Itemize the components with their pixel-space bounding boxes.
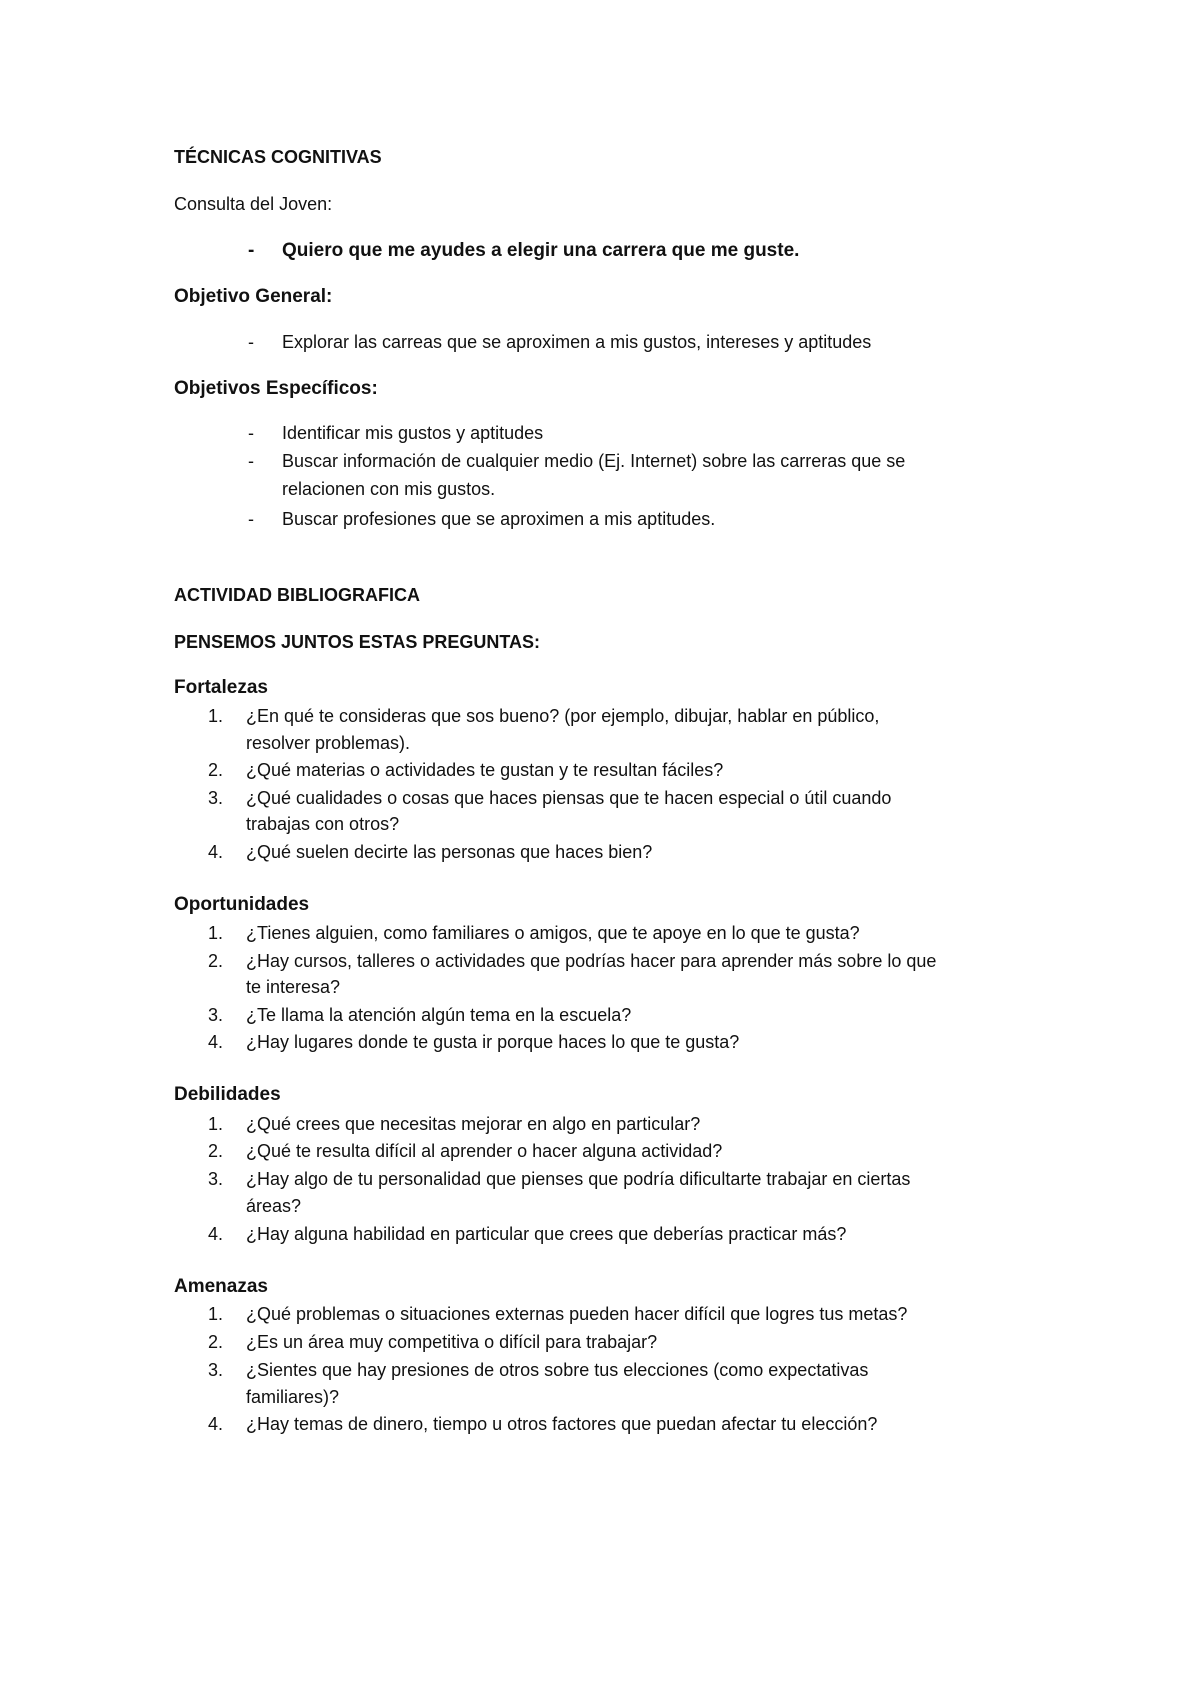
question-item: ¿Hay algo de tu personalidad que pienses que podría dificultarte trabajar en ciertas bbox=[246, 1169, 911, 1189]
list-number: 4. bbox=[208, 1224, 224, 1244]
list-item: Explorar las carreas que se aproximen a mis gustos, intereses y aptitudes bbox=[282, 332, 872, 352]
actividad-label: ACTIVIDAD BIBLIOGRAFICA bbox=[174, 585, 420, 605]
list-number: 3. bbox=[208, 1169, 224, 1189]
section-heading-fortalezas: Fortalezas bbox=[174, 677, 268, 698]
list-number: 2. bbox=[208, 760, 224, 780]
list-number: 1. bbox=[208, 1304, 224, 1324]
question-item: ¿Tienes alguien, como familiares o amigos, que te apoye en lo que te gusta? bbox=[246, 923, 860, 943]
list-number: 4. bbox=[208, 1414, 224, 1434]
question-continuation: resolver problemas). bbox=[246, 733, 411, 753]
list-number: 1. bbox=[208, 923, 224, 943]
list-number: 2. bbox=[208, 1332, 224, 1352]
list-number: 3. bbox=[208, 1360, 224, 1380]
list-item-continuation: relacionen con mis gustos. bbox=[282, 479, 496, 499]
question-item: ¿Qué cualidades o cosas que haces piensas que te hacen especial o útil cuando bbox=[246, 788, 892, 808]
question-item: ¿Qué problemas o situaciones externas pueden hacer difícil que logres tus metas? bbox=[246, 1304, 908, 1324]
question-item: ¿Hay cursos, talleres o actividades que podrías hacer para aprender más sobre lo que bbox=[246, 951, 937, 971]
question-continuation: te interesa? bbox=[246, 977, 341, 997]
list-dash: - bbox=[248, 451, 254, 471]
objetivos-especificos-label: Objetivos Específicos: bbox=[174, 378, 378, 399]
objetivo-general-label: Objetivo General: bbox=[174, 286, 333, 307]
question-item: ¿Es un área muy competitiva o difícil para trabajar? bbox=[246, 1332, 658, 1352]
list-number: 1. bbox=[208, 1114, 224, 1134]
list-number: 3. bbox=[208, 1005, 224, 1025]
list-dash: - bbox=[248, 509, 254, 529]
question-item: ¿Qué suelen decirte las personas que haces bien? bbox=[246, 842, 653, 862]
question-continuation: trabajas con otros? bbox=[246, 814, 400, 834]
consulta-text: Quiero que me ayudes a elegir una carrera que me guste. bbox=[282, 240, 800, 261]
question-item: ¿Hay lugares donde te gusta ir porque haces lo que te gusta? bbox=[246, 1032, 740, 1052]
list-item: Buscar profesiones que se aproximen a mis aptitudes. bbox=[282, 509, 716, 529]
list-number: 4. bbox=[208, 842, 224, 862]
section-heading-amenazas: Amenazas bbox=[174, 1276, 268, 1297]
list-number: 2. bbox=[208, 951, 224, 971]
question-continuation: áreas? bbox=[246, 1196, 302, 1216]
question-item: ¿Sientes que hay presiones de otros sobre tus elecciones (como expectativas bbox=[246, 1360, 869, 1380]
doc-title: TÉCNICAS COGNITIVAS bbox=[174, 147, 382, 167]
list-number: 2. bbox=[208, 1141, 224, 1161]
list-number: 3. bbox=[208, 788, 224, 808]
list-item: Buscar información de cualquier medio (Ej. Internet) sobre las carreras que se bbox=[282, 451, 906, 471]
question-item: ¿Te llama la atención algún tema en la escuela? bbox=[246, 1005, 632, 1025]
list-dash: - bbox=[248, 332, 254, 352]
list-item: Identificar mis gustos y aptitudes bbox=[282, 423, 544, 443]
question-item: ¿Qué crees que necesitas mejorar en algo en particular? bbox=[246, 1114, 701, 1134]
question-item: ¿Hay temas de dinero, tiempo u otros factores que puedan afectar tu elección? bbox=[246, 1414, 878, 1434]
question-item: ¿En qué te consideras que sos bueno? (por ejemplo, dibujar, hablar en público, bbox=[246, 706, 880, 726]
consulta-label: Consulta del Joven: bbox=[174, 194, 333, 214]
section-heading-debilidades: Debilidades bbox=[174, 1084, 281, 1105]
pensemos-label: PENSEMOS JUNTOS ESTAS PREGUNTAS: bbox=[174, 632, 541, 652]
list-number: 4. bbox=[208, 1032, 224, 1052]
question-continuation: familiares)? bbox=[246, 1387, 340, 1407]
question-item: ¿Hay alguna habilidad en particular que crees que deberías practicar más? bbox=[246, 1224, 847, 1244]
section-heading-oportunidades: Oportunidades bbox=[174, 894, 310, 915]
question-item: ¿Qué te resulta difícil al aprender o hacer alguna actividad? bbox=[246, 1141, 723, 1161]
list-dash: - bbox=[248, 423, 254, 443]
question-item: ¿Qué materias o actividades te gustan y te resultan fáciles? bbox=[246, 760, 724, 780]
list-number: 1. bbox=[208, 706, 224, 726]
list-dash: - bbox=[248, 240, 255, 261]
